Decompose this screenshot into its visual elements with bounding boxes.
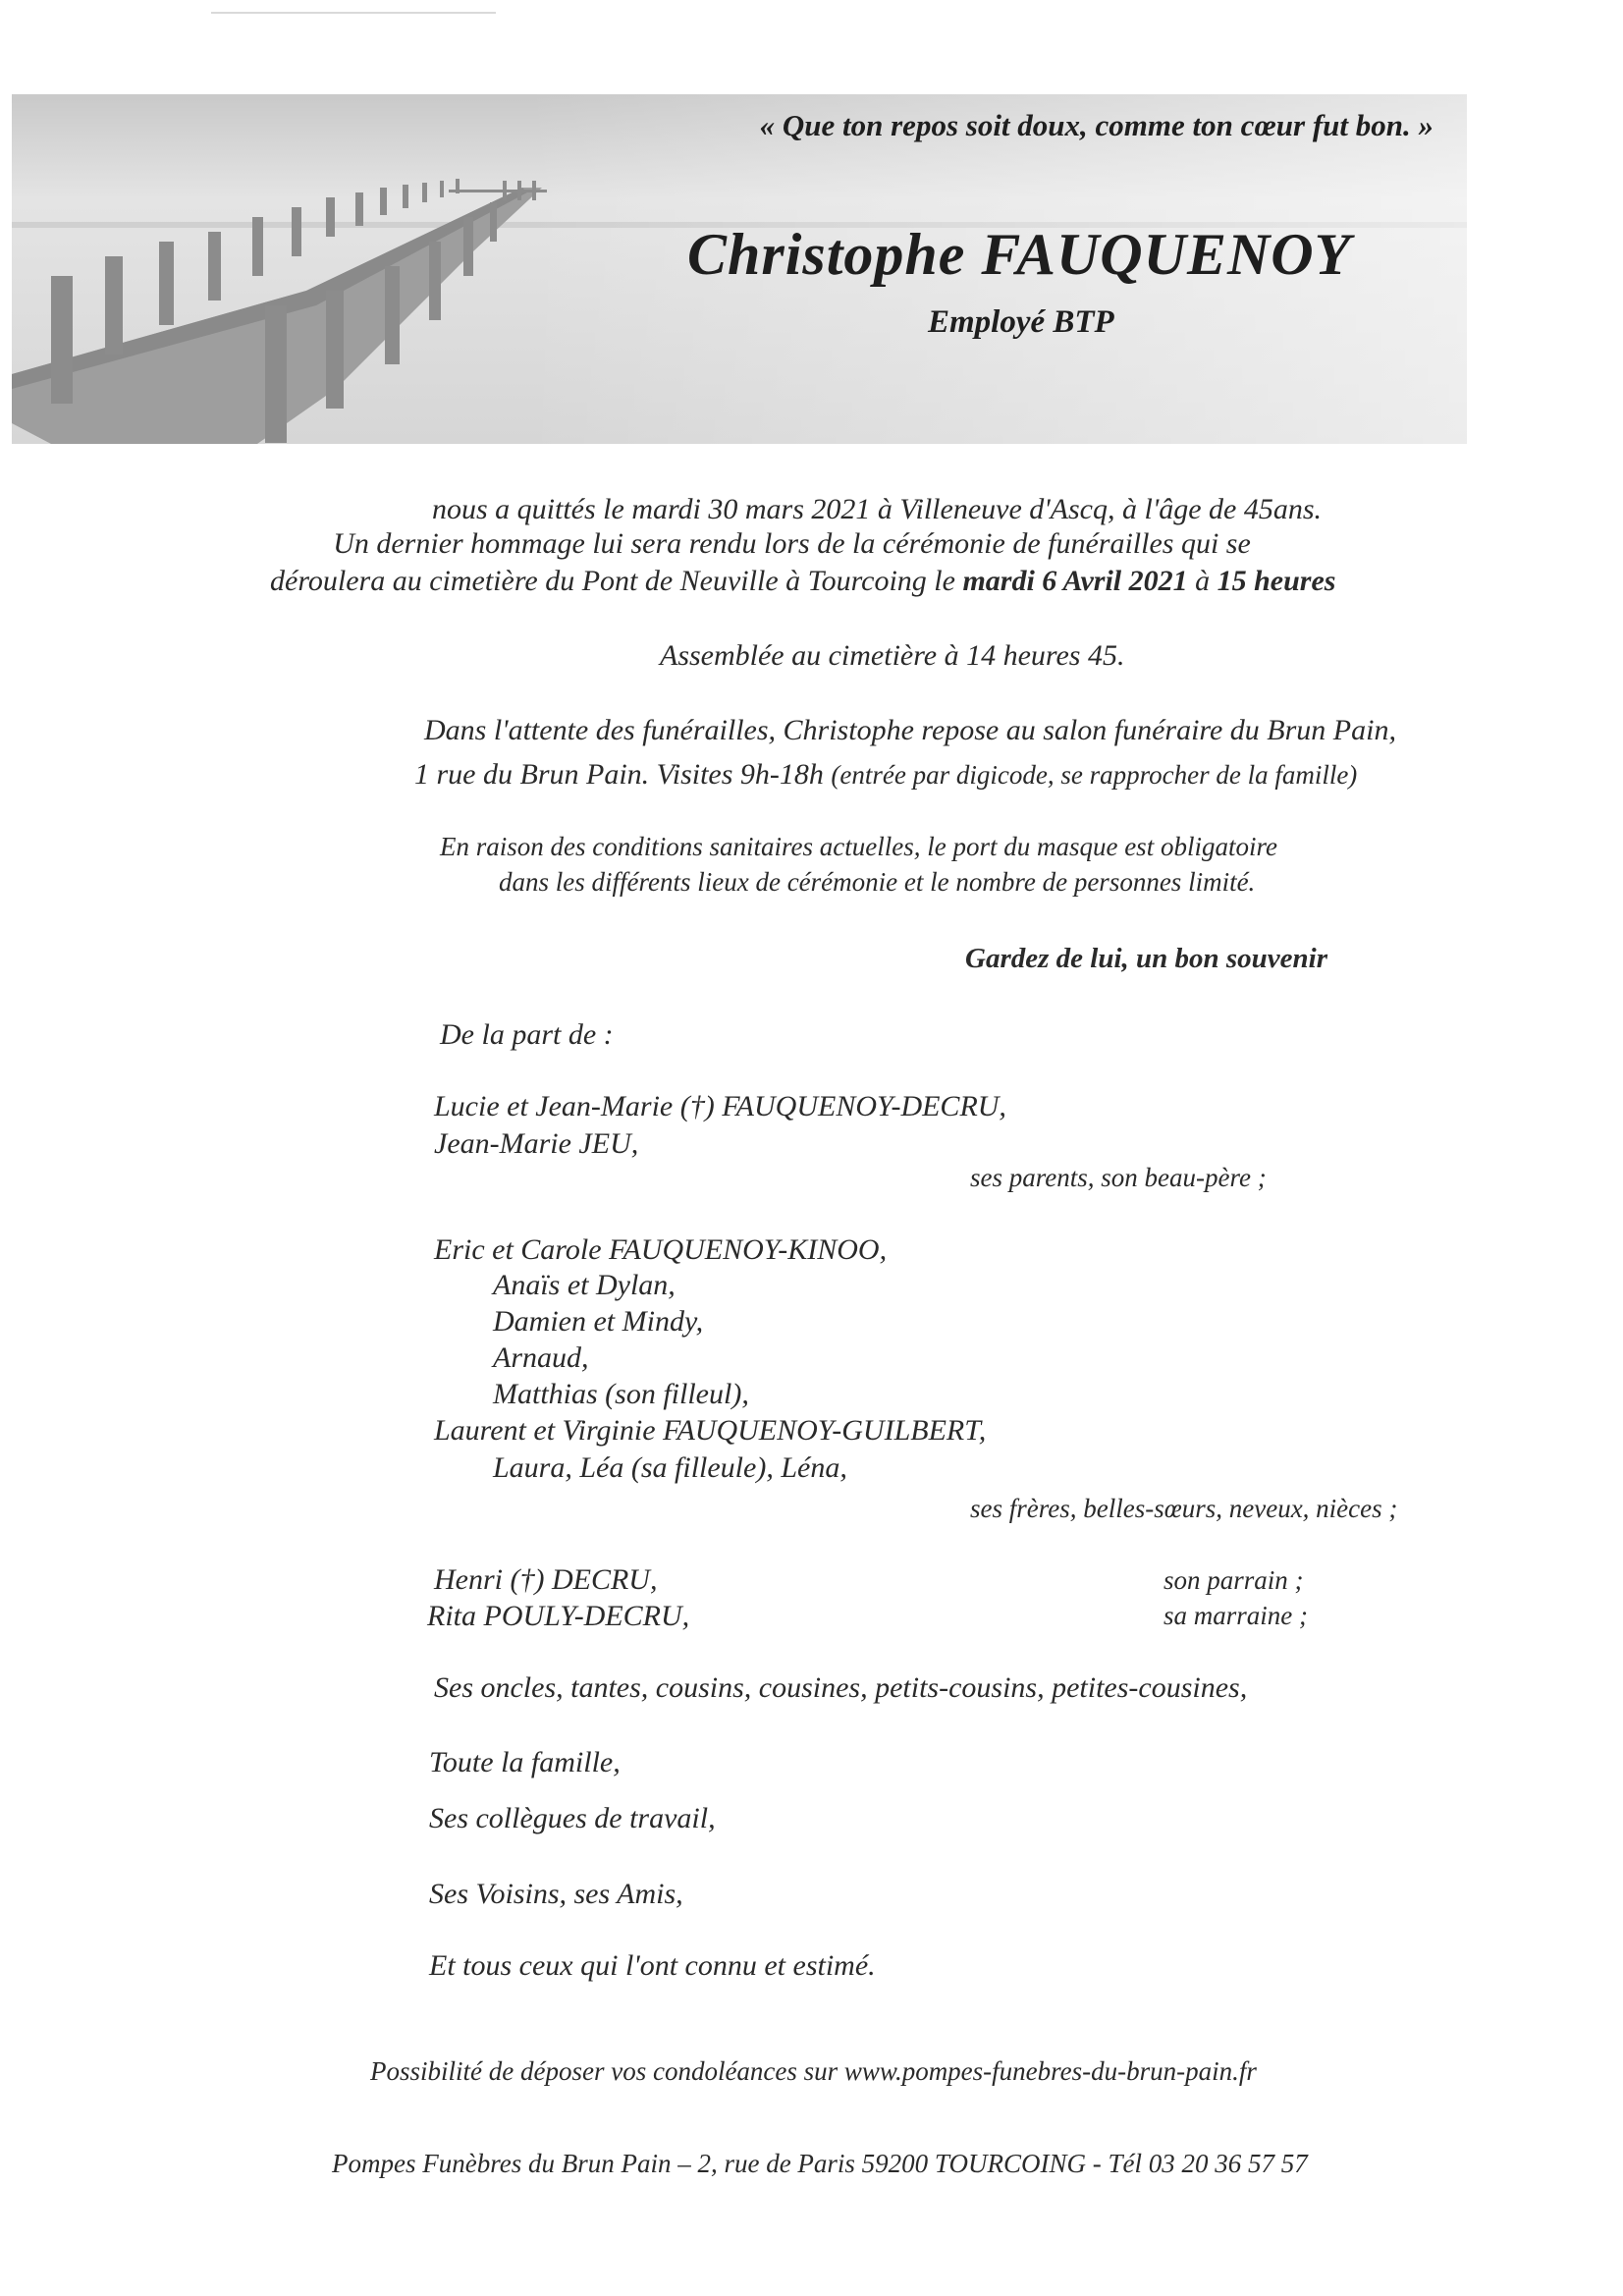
- family-all: Toute la famille,: [429, 1746, 621, 1778]
- death-notice: nous a quittés le mardi 30 mars 2021 à Villeneuve d'Ascq, à l'âge de 45ans.: [432, 493, 1323, 525]
- siblings-role: ses frères, belles-sœurs, neveux, nièces ;: [970, 1494, 1398, 1523]
- family-parents-1: Lucie et Jean-Marie (†) FAUQUENOY-DECRU,: [434, 1090, 1006, 1122]
- funeral-home-address: Pompes Funèbres du Brun Pain – 2, rue de Paris 59200 TOURCOING - Tél 03 20 36 57 57: [332, 2149, 1308, 2178]
- from-intro: De la part de :: [440, 1018, 614, 1051]
- rest-line-2: 1 rue du Brun Pain. Visites 9h-18h (entrée par digicode, se rapprocher de la famille): [414, 758, 1358, 791]
- occupation: Employé BTP: [928, 304, 1114, 340]
- relatives: Ses oncles, tantes, cousins, cousines, petits-cousins, petites-cousines,: [434, 1671, 1248, 1704]
- sanitary-line-2: dans les différents lieux de cérémonie et le nombre de personnes limité.: [499, 867, 1256, 897]
- assembly-time: Assemblée au cimetière à 14 heures 45.: [660, 639, 1125, 672]
- deceased-name: Christophe FAUQUENOY: [687, 222, 1352, 287]
- godmother: Rita POULY-DECRU,: [427, 1600, 690, 1632]
- sibling-child-4: Matthias (son filleul),: [493, 1378, 749, 1410]
- parents-role: ses parents, son beau-père ;: [970, 1163, 1267, 1192]
- scan-line: [211, 12, 496, 14]
- neighbours: Ses Voisins, ses Amis,: [429, 1878, 683, 1910]
- godfather-role: son parrain ;: [1163, 1565, 1304, 1595]
- godmother-role: sa marraine ;: [1163, 1601, 1308, 1630]
- rest-line-1: Dans l'attente des funérailles, Christophe repose au salon funéraire du Brun Pain,: [424, 714, 1396, 746]
- sibling-child-2: Damien et Mindy,: [493, 1305, 704, 1338]
- colleagues: Ses collègues de travail,: [429, 1802, 716, 1834]
- ceremony-line-1: Un dernier hommage lui sera rendu lors de la cérémonie de funérailles qui se: [333, 527, 1251, 560]
- condolences-note: Possibilité de déposer vos condoléances sur www.pompes-funebres-du-brun-pain.fr: [370, 2056, 1257, 2086]
- sanitary-line-1: En raison des conditions sanitaires actuelles, le port du masque est obligatoire: [440, 832, 1277, 861]
- family-parents-2: Jean-Marie JEU,: [434, 1127, 639, 1160]
- epitaph-quote: « Que ton repos soit doux, comme ton cœur fut bon. »: [759, 108, 1434, 142]
- sibling-child-3: Arnaud,: [493, 1341, 589, 1374]
- souvenir-line: Gardez de lui, un bon souvenir: [965, 943, 1328, 974]
- ceremony-time: 15 heures: [1217, 565, 1336, 597]
- sibling-child-1: Anaïs et Dylan,: [493, 1269, 676, 1301]
- all-others: Et tous ceux qui l'ont connu et estimé.: [429, 1949, 876, 1982]
- godfather: Henri (†) DECRU,: [434, 1563, 658, 1596]
- siblings-1: Eric et Carole FAUQUENOY-KINOO,: [434, 1233, 888, 1266]
- sibling-2-children: Laura, Léa (sa filleule), Léna,: [493, 1451, 847, 1484]
- ceremony-date: mardi 6 Avril 2021: [962, 565, 1188, 597]
- ceremony-line-2: déroulera au cimetière du Pont de Neuville à Tourcoing le mardi 6 Avril 2021 à 15 heures: [270, 565, 1336, 597]
- siblings-2: Laurent et Virginie FAUQUENOY-GUILBERT,: [434, 1414, 987, 1447]
